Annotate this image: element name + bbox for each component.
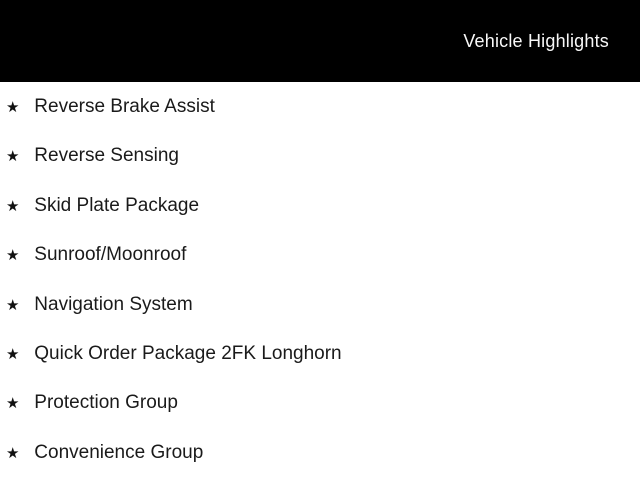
item-label: Convenience Group: [34, 441, 204, 463]
list-item: [0, 428, 640, 477]
highlights-list: [0, 82, 640, 477]
header-bar: [0, 0, 640, 82]
star-icon: ★: [6, 98, 20, 116]
star-icon: ★: [6, 394, 20, 413]
star-icon: ★: [6, 147, 20, 166]
list-item: [0, 378, 640, 427]
list-item: [0, 329, 640, 378]
item-label: Sunroof/Moonroof: [34, 244, 187, 266]
item-label: Quick Order Package 2FK Longhorn: [34, 342, 342, 364]
star-icon: ★: [6, 295, 20, 314]
page-title: Vehicle Highlights: [463, 30, 609, 51]
star-icon: ★: [6, 443, 20, 462]
item-label: Navigation System: [34, 293, 193, 315]
star-icon: ★: [6, 196, 20, 215]
list-item: [0, 131, 640, 180]
list-item: [0, 181, 640, 230]
item-label: Protection Group: [34, 392, 178, 414]
item-label: Reverse Brake Assist: [34, 96, 215, 117]
star-icon: ★: [6, 246, 20, 265]
item-label: Skid Plate Package: [34, 194, 200, 216]
item-label: Reverse Sensing: [34, 145, 179, 167]
list-item: [0, 82, 640, 131]
list-item: [0, 230, 640, 279]
list-item: [0, 280, 640, 329]
star-icon: ★: [6, 344, 20, 363]
